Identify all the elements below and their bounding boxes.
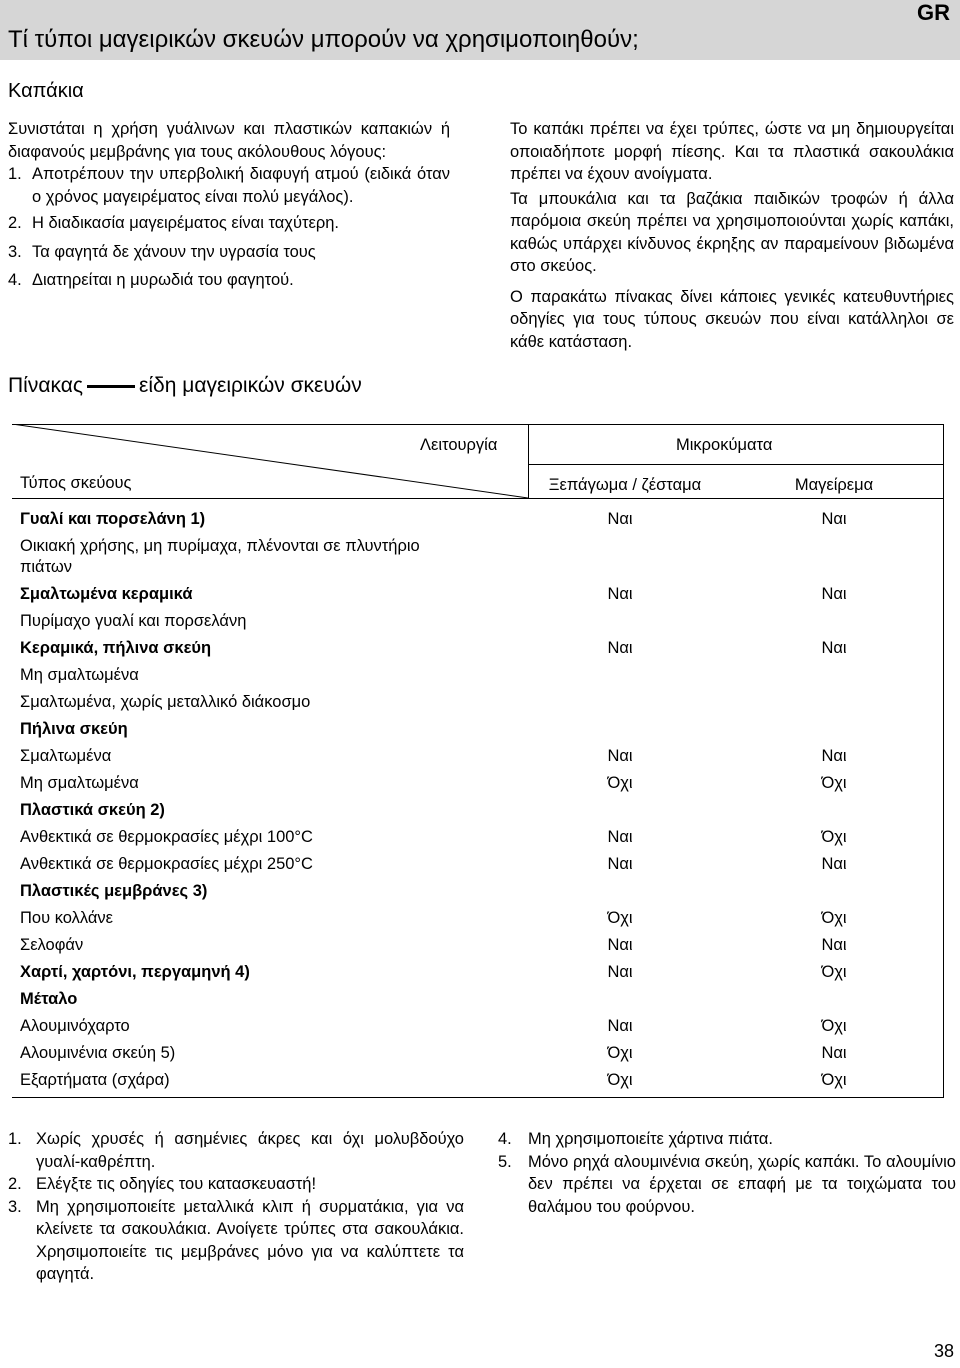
cooking-value: Ναι (821, 510, 847, 528)
row-label: Μη σμαλτωμένα (20, 774, 139, 792)
defrost-value: Ναι (607, 747, 633, 765)
note-text: Μη χρησιμοποιείτε χάρτινα πιάτα. (528, 1130, 773, 1148)
row-label: Οικιακή χρήσης, μη πυρίμαχα, πλένονται σε πλυντήριο (20, 537, 420, 555)
lids-item-1 (8, 163, 450, 208)
note-3 (8, 1196, 464, 1286)
defrost-value: Όχι (607, 774, 633, 792)
language-tag: GR (917, 0, 950, 25)
note-2 (8, 1173, 464, 1196)
row-label: Πλαστικές μεμβράνες 3) (20, 882, 208, 900)
cooking-value: Όχι (821, 909, 847, 927)
note-1 (8, 1128, 464, 1173)
row-label: Σμαλτωμένα (20, 747, 112, 765)
item-number: 2. (8, 214, 22, 232)
defrost-value: Όχι (607, 1044, 633, 1062)
cooking-value: Ναι (821, 936, 847, 954)
row-label: Πυρίμαχο γυαλί και πορσελάνη (20, 612, 247, 630)
defrost-heat-label: Ξεπάγωμα / ζέσταμα (548, 476, 702, 494)
defrost-value: Ναι (607, 855, 633, 873)
cooking-value: Όχι (821, 963, 847, 981)
cooking-value: Όχι (821, 828, 847, 846)
lids-item-3 (8, 241, 450, 264)
defrost-value: Ναι (607, 1017, 633, 1035)
row-label: Μη σμαλτωμένα (20, 666, 139, 684)
lids-right-column (510, 118, 954, 353)
row-label: Κεραμικά, πήλινα σκεύη (20, 639, 212, 657)
row-label: Μέταλο (20, 990, 78, 1008)
note-number: 5. (498, 1152, 512, 1171)
header-mid-border (528, 464, 944, 465)
defrost-value: Ναι (607, 936, 633, 954)
note-number: 2. (8, 1175, 22, 1193)
lids-left-column (8, 118, 450, 292)
defrost-value: Ναι (607, 510, 633, 528)
type-label: Τύπος σκεύους (20, 474, 132, 492)
item-text: Διατηρείται η μυρωδιά του φαγητού. (32, 271, 294, 289)
lids-item-4 (8, 269, 450, 292)
defrost-value: Όχι (607, 1071, 633, 1089)
table-bottom-border (12, 1097, 944, 1098)
lids-heading: Καπάκια (8, 80, 84, 102)
notes-right (498, 1128, 956, 1218)
table-heading-suffix: είδη μαγειρικών σκευών (138, 374, 362, 397)
defrost-value: Ναι (607, 828, 633, 846)
table-right-border (943, 424, 944, 1098)
function-label: Λειτουργία (420, 436, 498, 454)
note-text: Μόνο ρηχά αλουμινένια σκεύη, χωρίς καπάκι. Το αλουμίνιο δεν πρέπει να έρχεται σε επαφή με τα τοιχώματα του θαλάμου του φούρνου. (528, 1152, 956, 1216)
row-label: Που κολλάνε (20, 909, 114, 927)
item-number: 4. (8, 271, 22, 289)
row-label: Αλουμινένια σκεύη 5) (20, 1044, 176, 1062)
row-label: Εξαρτήματα (σχάρα) (20, 1071, 170, 1089)
cooking-label: Μαγείρεμα (794, 476, 874, 494)
note-5 (498, 1151, 956, 1219)
note-4 (498, 1128, 956, 1151)
item-number: 3. (8, 242, 22, 261)
item-text: Αποτρέπουν την υπερβολική διαφυγή ατμού (ειδικά όταν ο χρόνος μαγειρέματος είναι πολύ μεγάλος). (32, 165, 450, 206)
cooking-value: Ναι (821, 639, 847, 657)
note-number: 4. (498, 1130, 512, 1148)
cooking-value: Όχι (821, 774, 847, 792)
notes-left (8, 1128, 464, 1286)
lids-right-paragraph-1: Το καπάκι πρέπει να έχει τρύπες, ώστε να μη δημιουργείται οποιαδήποτε μορφή πίεσης. Και τα πλαστικά σακουλάκια πρέπει να έχουν ανοίγματα. (510, 120, 954, 183)
note-text: Χωρίς χρυσές ή ασημένιες άκρες και όχι μολυβδούχο γυαλί-καθρέπτη. (36, 1130, 464, 1171)
row-label: Χαρτί, χαρτόνι, περγαμηνή 4) (20, 963, 250, 981)
row-label: Ανθεκτικά σε θερμοκρασίες μέχρι 250°C (20, 855, 313, 873)
row-label: Ανθεκτικά σε θερμοκρασίες μέχρι 100°C (20, 828, 313, 846)
item-text: Τα φαγητά δε χάνουν την υγρασία τους (32, 242, 316, 261)
row-label: Πήλινα σκεύη (20, 720, 128, 738)
row-label: Σελοφάν (20, 936, 84, 954)
row-label: Πλαστικά σκεύη 2) (20, 801, 165, 819)
lids-right-paragraph-2: Τα μπουκάλια και τα βαζάκια παιδικών τροφών ή άλλα παρόμοια σκεύη πρέπει να χρησιμοποιούνται χωρίς καπάκι, καθώς υπάρχει κίνδυνος έκρηξης αν παραμείνουν βιδωμένα στο σκεύος. (510, 189, 954, 275)
header-bottom-border (12, 498, 944, 499)
cooking-value: Όχι (821, 1017, 847, 1035)
note-number: 1. (8, 1130, 22, 1148)
defrost-value: Ναι (607, 963, 633, 981)
header-divider (528, 424, 529, 498)
table-heading-prefix: Πίνακας (8, 374, 83, 397)
note-text: Μη χρησιμοποιείτε μεταλλικά κλιπ ή συρματάκια, για να κλείνετε τα σακουλάκια. Ανοίγετε τρύπες στα σακουλάκια. Χρησιμοποιείτε τις μεμβράνες μόνο για να καλύπτετε τα φαγητά. (36, 1197, 464, 1283)
microwave-label: Μικροκύματα (676, 436, 773, 454)
page-number: 38 (933, 1341, 954, 1361)
table-heading (8, 374, 362, 398)
cooking-value: Ναι (821, 855, 847, 873)
item-number: 1. (8, 165, 22, 183)
defrost-value: Ναι (607, 585, 633, 603)
row-label-continuation: πιάτων (20, 558, 73, 576)
cooking-value: Ναι (821, 1044, 847, 1062)
defrost-value: Όχι (607, 909, 633, 927)
cookware-table (12, 424, 944, 1098)
lids-right-paragraph-3: Ο παρακάτω πίνακας δίνει κάποιες γενικές κατευθυντήριες οδηγίες για τους τύπους σκευών που είναι κατάλληλοι σε κάθε κατάσταση. (510, 287, 954, 351)
cooking-value: Ναι (821, 747, 847, 765)
page-title: Τί τύποι μαγειρικών σκευών μπορούν να χρησιμοποιηθούν; (8, 26, 639, 53)
defrost-value: Ναι (607, 639, 633, 657)
lids-intro: Συνιστάται η χρήση γυάλινων και πλαστικών καπακιών ή διαφανούς μεμβράνης για τους ακόλουθους λόγους: (8, 120, 450, 161)
item-text: Η διαδικασία μαγειρέματος είναι ταχύτερη. (32, 214, 339, 232)
row-label: Αλουμινόχαρτο (20, 1017, 130, 1035)
cooking-value: Ναι (821, 585, 847, 603)
cooking-value: Όχι (821, 1071, 847, 1089)
row-label: Σμαλτωμένα κεραμικά (20, 585, 193, 603)
table-top-border (12, 424, 944, 425)
row-label: Γυαλί και πορσελάνη 1) (20, 510, 206, 528)
heading-dash (87, 385, 135, 388)
note-text: Ελέγξτε τις οδηγίες του κατασκευαστή! (36, 1175, 317, 1193)
note-number: 3. (8, 1197, 22, 1216)
lids-item-2 (8, 212, 450, 235)
row-label: Σμαλτωμένα, χωρίς μεταλλικό διάκοσμο (20, 693, 311, 711)
